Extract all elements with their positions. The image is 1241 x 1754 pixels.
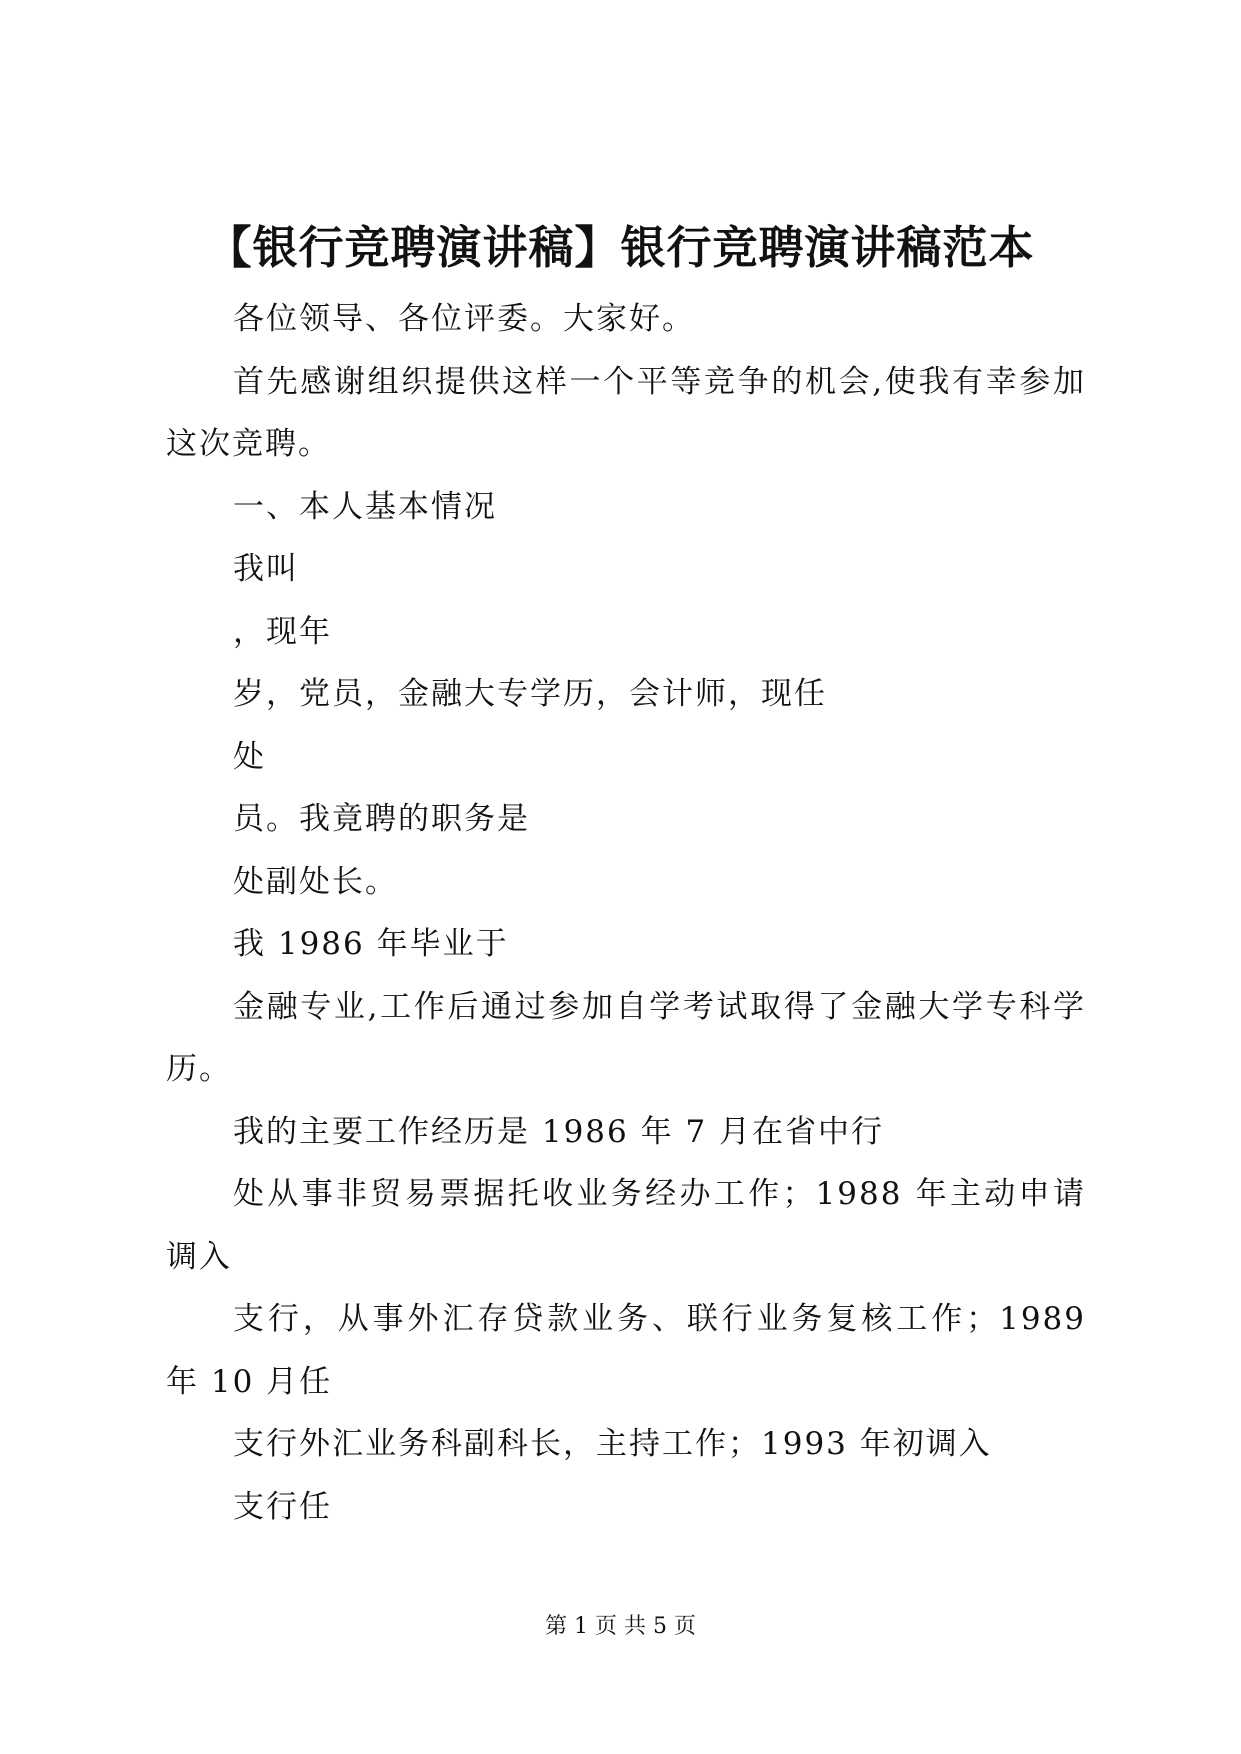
paragraph: 员。我竟聘的职务是: [233, 801, 530, 837]
paragraph: 我的主要工作经历是 1986 年 7 月在省中行: [233, 1113, 885, 1150]
page-number-footer: 第 1 页 共 5 页: [545, 1614, 696, 1639]
paragraph: 我 1986 年毕业于: [233, 926, 509, 962]
paragraph: 处: [233, 738, 266, 775]
document-title: 【银行竞聘演讲稿】银行竞聘演讲稿范本: [206, 221, 1035, 274]
paragraph: 首先感谢组织提供这样一个平等竞争的机会,使我有幸参加这次竞聘。: [166, 363, 1086, 462]
paragraph: ，现年: [233, 613, 332, 650]
paragraph: 金融专业,工作后通过参加自学考试取得了金融大学专科学历。: [166, 988, 1086, 1087]
paragraph: 处副处长。: [233, 863, 398, 900]
paragraph: 一、本人基本情况: [233, 488, 497, 525]
paragraph: 我叫: [233, 551, 299, 587]
paragraph: 岁，党员，金融大专学历，会计师，现任: [233, 676, 827, 712]
document-body: [166, 288, 1086, 1538]
paragraph: 支行任: [233, 1488, 332, 1525]
paragraph: 支行外汇业务科副科长，主持工作；1993 年初调入: [233, 1426, 992, 1462]
paragraph: 支行，从事外汇存贷款业务、联行业务复核工作；1989 年 10 月任: [166, 1301, 1086, 1400]
paragraph: 处从事非贸易票据托收业务经办工作；1988 年主动申请调入: [166, 1176, 1086, 1275]
paragraph: 各位领导、各位评委。大家好。: [233, 301, 695, 337]
